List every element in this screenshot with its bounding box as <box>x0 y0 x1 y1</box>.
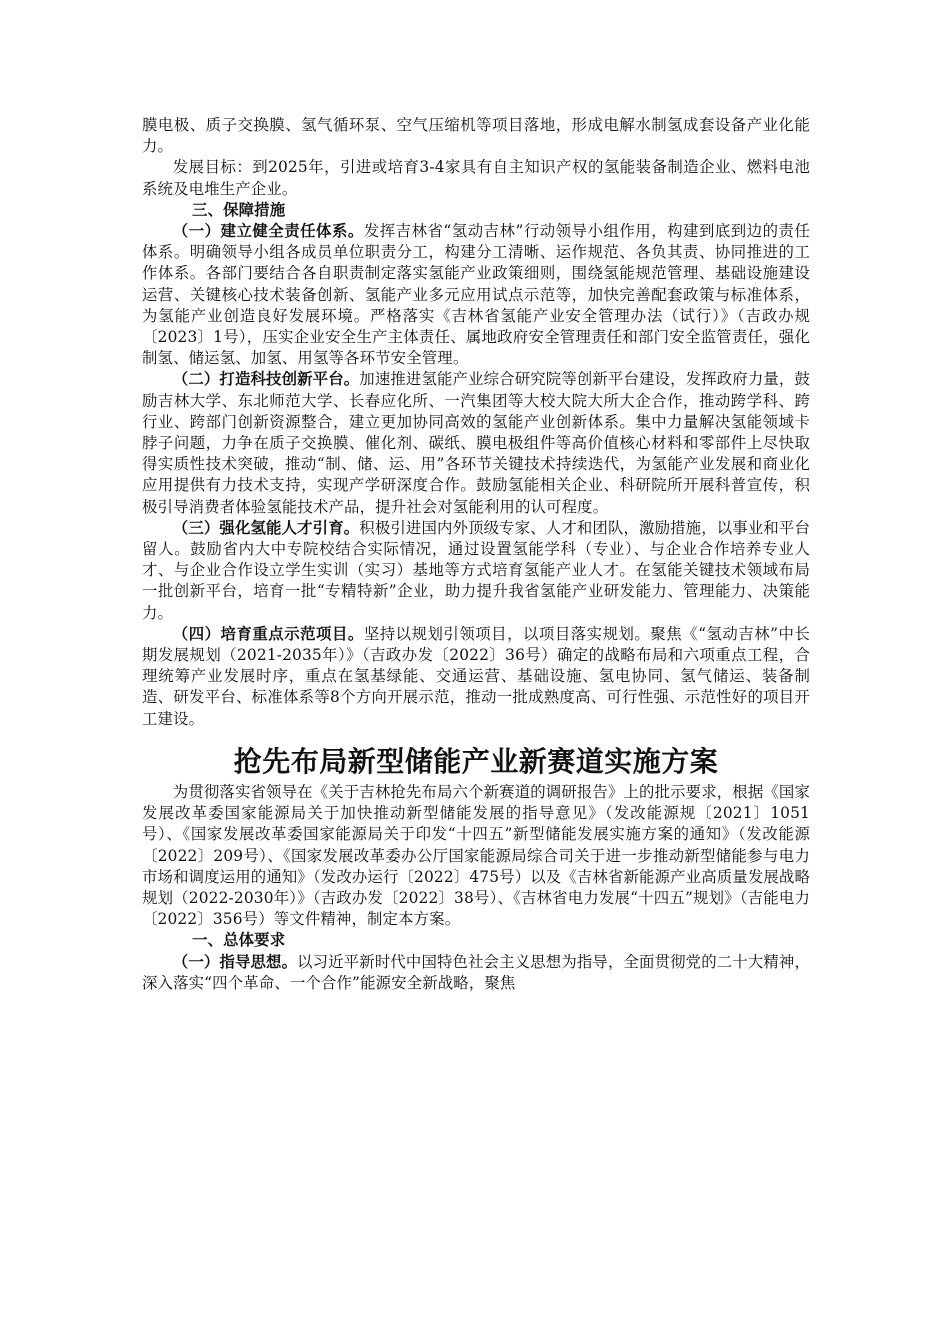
heading-safeguard-measures: 三、保障措施 <box>192 200 286 219</box>
measure-4-body: 坚持以规划引领项目，以项目落实规划。聚焦《“氢动吉林”中长期发展规划（2021-2035年）》（吉政办发〔2022〕36号）确定的战略布局和六项重点工程，合理统筹产业发展时序，重点在氢基绿能、交通运营、基础设施、氢电协同、氢气储运、装备制造、研发平台、标准体系等8个方向开展示范，推动一批成熟度高、可行性强、示范性好的项目开工建设。 <box>142 624 810 728</box>
paragraph-measure-2 <box>142 369 810 517</box>
heading-general-requirements: 一、总体要求 <box>192 931 286 950</box>
paragraph-measure-1 <box>142 221 810 369</box>
paragraph-measure-3 <box>142 518 810 624</box>
measure-2-lead: （二）打造科技创新平台。 <box>172 370 360 389</box>
measure-4-lead: （四）培育重点示范项目。 <box>172 624 364 643</box>
guiding-ideology-body: 以习近平新时代中国特色社会主义思想为指导，全面贯彻党的二十大精神，深入落实“四个革命、一个合作”能源安全新战略，聚焦 <box>142 952 811 992</box>
measure-1-lead: （一）建立健全责任体系。 <box>172 222 364 241</box>
document-page <box>142 115 810 994</box>
measure-1-body: 发挥吉林省“氢动吉林”行动领导小组作用，构建到底到边的责任体系。明确领导小组各成员单位职责分工，构建分工清晰、运作规范、各负其责、协同推进的工作体系。各部门要结合各自职责制定落实氢能产业政策细则，围绕氢能规范管理、基础设施建设运营、关键核心技术装备创新、氢能产业多元应用试点示范等，加快完善配套政策与标准体系，为氢能产业创造良好发展环境。严格落实《吉林省氢能产业安全管理办法（试行）》（吉政办规〔2023〕1号），压实企业安全生产主体责任、属地政府安全管理责任和部门安全监管责任，强化制氢、储运氢、加氢、用氢等各环节安全管理。 <box>142 222 810 368</box>
guiding-ideology-lead: （一）指导思想。 <box>172 952 298 971</box>
paragraph-continuation: 膜电极、质子交换膜、氢气循环泵、空气压缩机等项目落地，形成电解水制氢成套设备产业化能力。 <box>142 116 810 156</box>
measure-3-body: 积极引进国内外顶级专家、人才和团队，激励措施，以事业和平台留人。鼓励省内大中专院校结合实际情况，通过设置氢能学科（专业）、与企业合作培养专业人才、与企业合作设立学生实训（实习）基地等方式培育氢能产业人才。在氢能关键技术领域布局一批创新平台，培育一批“专精特新”企业，助力提升我省氢能产业研发能力、管理能力、决策能力。 <box>142 518 810 622</box>
paragraph-development-goal: 发展目标：到2025年，引进或培育3-4家具有自主知识产权的氢能装备制造企业、燃料电池系统及电堆生产企业。 <box>142 158 810 198</box>
paragraph-guiding-ideology <box>142 952 810 994</box>
paragraph-measure-4 <box>142 624 810 730</box>
paragraph-intro: 为贯彻落实省领导在《关于吉林抢先布局六个新赛道的调研报告》上的批示要求，根据《国家发展改革委国家能源局关于加快推动新型储能发展的指导意见》（发改能源规〔2021〕1051号）、《国家发展改革委国家能源局关于印发“十四五”新型储能发展实施方案的通知》（发改能源〔2022〕209号）、《国家发展改革委办公厅国家能源局综合司关于进一步推动新型储能参与电力市场和调度运用的通知》（发改办运行〔2022〕475号）以及《吉林省新能源产业高质量发展战略规划（2022-2030年）》（吉政办发〔2022〕38号）、《吉林省电力发展“十四五”规划》（吉能电力〔2022〕356号）等文件精神，制定本方案。 <box>142 782 810 929</box>
document-title: 抢先布局新型储能产业新赛道实施方案 <box>233 744 719 778</box>
measure-3-lead: （三）强化氢能人才引育。 <box>172 518 360 537</box>
measure-2-body: 加速推进氢能产业综合研究院等创新平台建设，发挥政府力量，鼓励吉林大学、东北师范大学、长春应化所、一汽集团等大校大院大所大企合作，推动跨学科、跨行业、跨部门创新资源整合，建立更加协同高效的氢能产业创新体系。集中力量解决氢能领域卡脖子问题，力争在质子交换膜、催化剂、碳纸、膜电极组件等高价值核心材料和零部件上尽快取得实质性技术突破，推动“制、储、运、用”各环节关键技术持续迭代，为氢能产业发展和商业化应用提供有力技术支持，实现产学研深度合作。鼓励氢能相关企业、科研院所开展科普宣传，积极引导消费者体验氢能技术产品，提升社会对氢能利用的认可程度。 <box>142 370 810 516</box>
